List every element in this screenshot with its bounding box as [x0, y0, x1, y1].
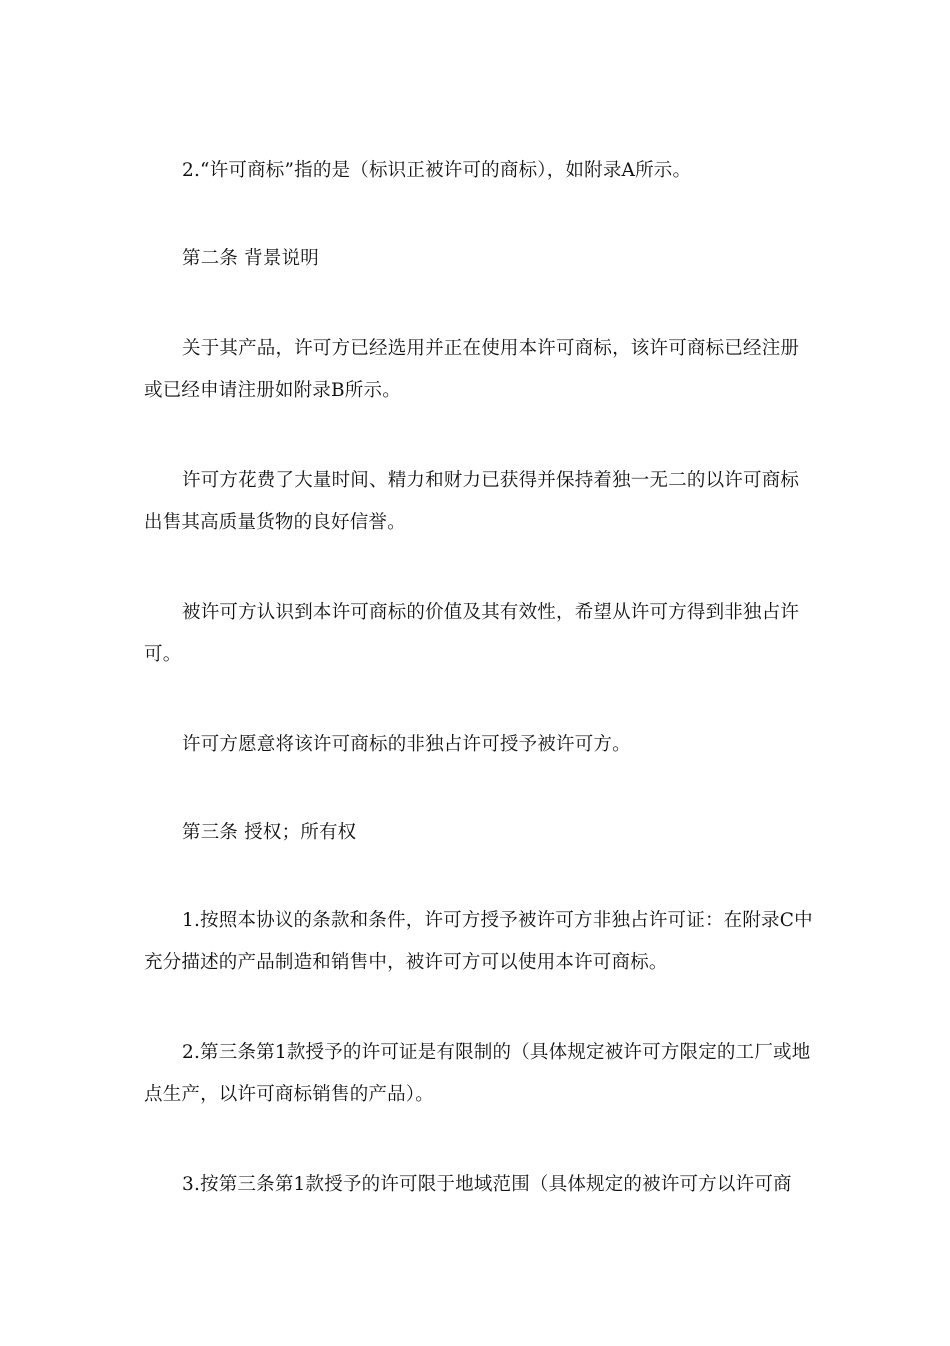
article-3-heading: 第三条 授权；所有权	[182, 822, 357, 843]
grant-clause-2: 2.第三条第1款授予的许可证是有限制的（具体规定被许可方限定的工厂或地点生产，以许可商标销售的产品）。	[144, 1042, 811, 1105]
grant-clause-3: 3.按第三条第1款授予的许可限于地域范围（具体规定的被许可方以许可商	[182, 1174, 792, 1195]
background-paragraph-1: 关于其产品，许可方已经选用并正在使用本许可商标，该许可商标已经注册或已经申请注册如附录B所示。	[144, 338, 800, 401]
article-2-heading: 第二条 背景说明	[182, 248, 319, 269]
grant-clause-1: 1.按照本协议的条款和条件，许可方授予被许可方非独占许可证：在附录C中充分描述的产品制造和销售中，被许可方可以使用本许可商标。	[144, 910, 813, 973]
definition-licensed-trademark: 2.“许可商标”指的是（标识正被许可的商标），如附录A所示。	[182, 160, 692, 181]
background-paragraph-4: 许可方愿意将该许可商标的非独占许可授予被许可方。	[182, 734, 631, 755]
background-paragraph-3: 被许可方认识到本许可商标的价值及其有效性，希望从许可方得到非独占许可。	[144, 602, 800, 665]
background-paragraph-2: 许可方花费了大量时间、精力和财力已获得并保持着独一无二的以许可商标出售其高质量货物的良好信誉。	[144, 470, 800, 533]
